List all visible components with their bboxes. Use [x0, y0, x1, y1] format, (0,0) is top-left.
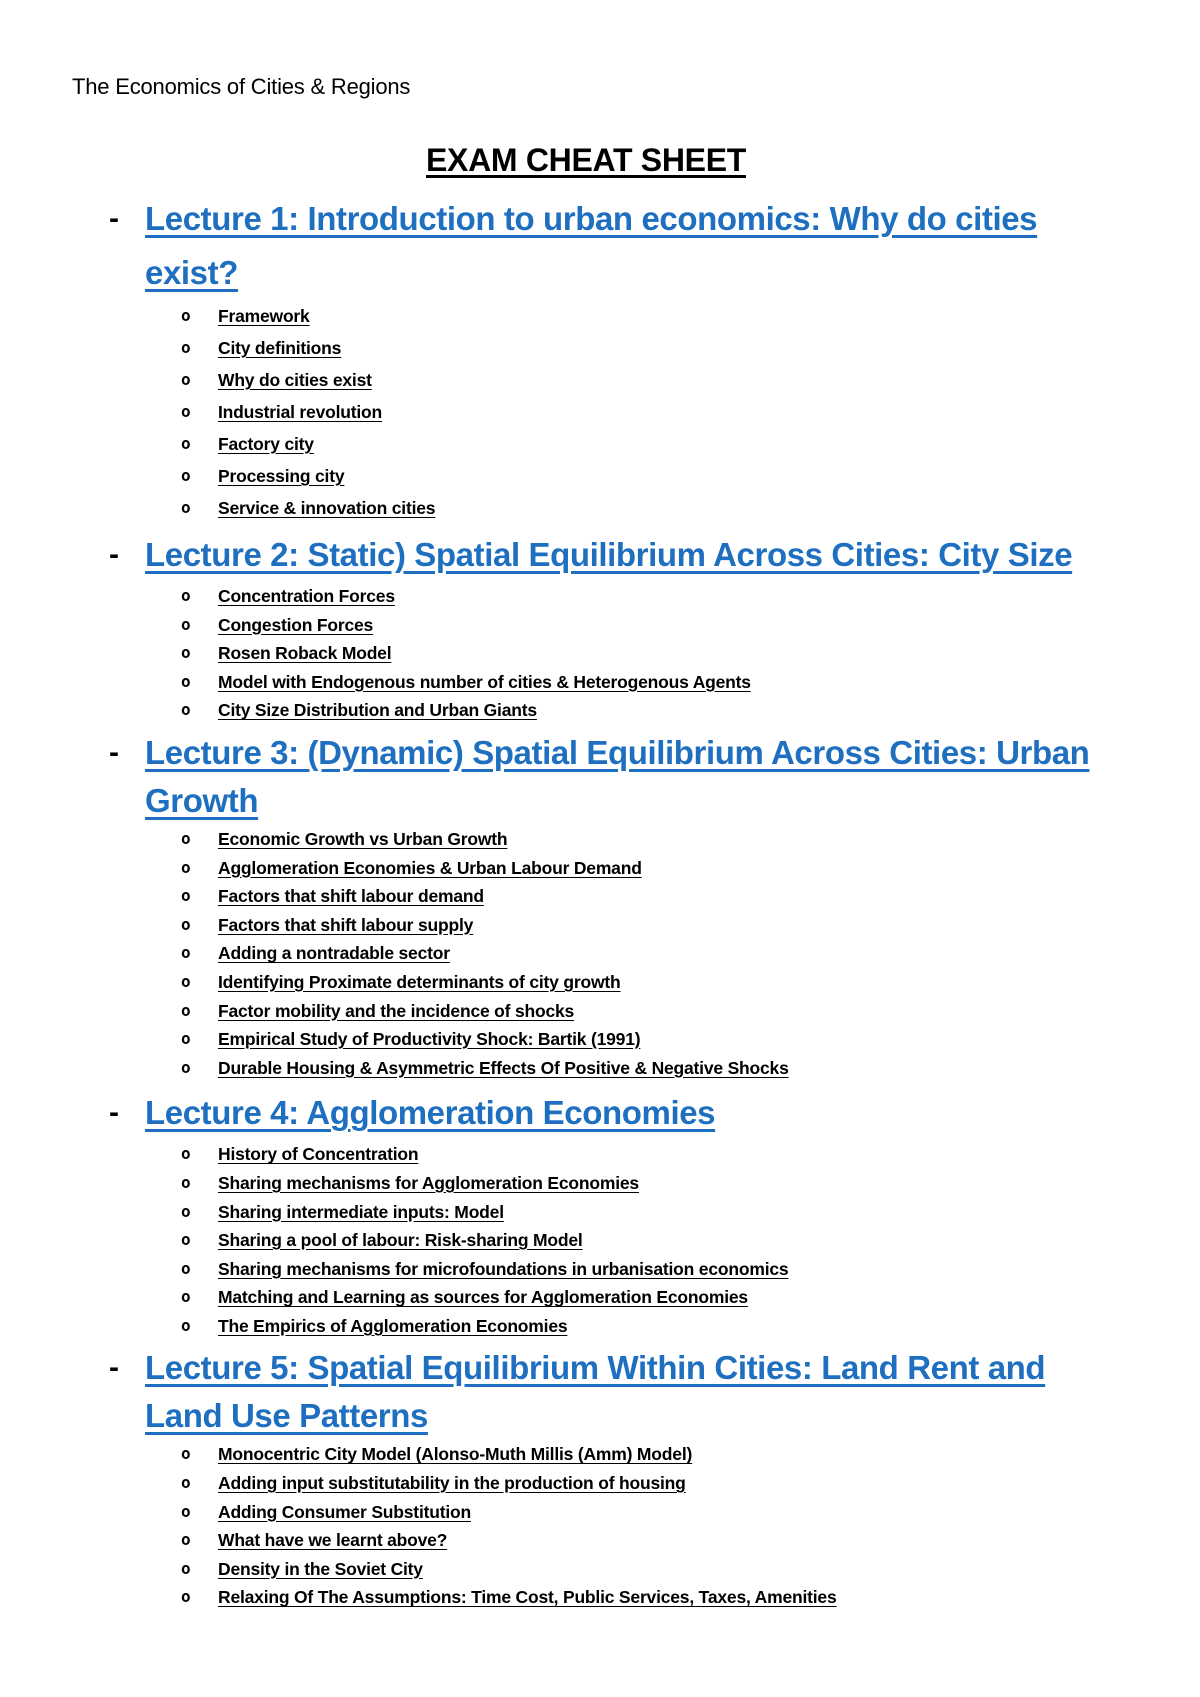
circle-bullet: o: [181, 434, 191, 453]
topic-link[interactable]: Density in the Soviet City: [218, 1558, 423, 1579]
circle-bullet: o: [181, 1315, 191, 1335]
topic-list: [145, 825, 1100, 1082]
topic-link[interactable]: Rosen Roback Model: [218, 643, 392, 664]
circle-bullet: o: [181, 1587, 191, 1607]
list-item: [145, 1025, 1100, 1054]
circle-bullet: o: [181, 943, 191, 963]
list-item: [145, 1526, 1100, 1555]
list-item: [145, 1255, 1100, 1284]
circle-bullet: o: [181, 1287, 191, 1307]
circle-bullet: o: [181, 614, 191, 634]
list-item: [145, 1283, 1100, 1312]
list-item: [145, 1140, 1100, 1169]
topic-list: [145, 582, 1100, 725]
list-item: [145, 854, 1100, 883]
circle-bullet: o: [181, 1201, 191, 1221]
topic-link[interactable]: Identifying Proximate determinants of city growth: [218, 971, 621, 992]
list-item: [145, 825, 1100, 854]
circle-bullet: o: [181, 643, 191, 663]
circle-bullet: o: [181, 306, 191, 325]
list-item: [145, 911, 1100, 940]
document-title: EXAM CHEAT SHEET: [426, 142, 746, 178]
topic-link[interactable]: Framework: [218, 306, 310, 326]
list-item: [145, 300, 1100, 332]
topic-link[interactable]: Relaxing Of The Assumptions: Time Cost, Public Services, Taxes, Amenities: [218, 1587, 837, 1608]
list-item: [145, 1469, 1100, 1498]
topic-link[interactable]: Matching and Learning as sources for Agglomeration Economies: [218, 1287, 748, 1308]
list-item: [145, 332, 1100, 364]
circle-bullet: o: [181, 671, 191, 691]
list-item: [145, 668, 1100, 697]
topic-link[interactable]: What have we learnt above?: [218, 1530, 448, 1551]
lecture-2-link[interactable]: Lecture 2: Static) Spatial Equilibrium Across Cities: City Size: [145, 536, 1073, 573]
list-item: [145, 1583, 1100, 1612]
circle-bullet: o: [181, 971, 191, 991]
topic-link[interactable]: Sharing mechanisms for Agglomeration Economies: [218, 1172, 639, 1193]
circle-bullet: o: [181, 828, 191, 848]
running-header: The Economics of Cities & Regions: [72, 74, 411, 99]
topic-link[interactable]: Sharing intermediate inputs: Model: [218, 1201, 504, 1222]
topic-link[interactable]: Adding Consumer Substitution: [218, 1501, 471, 1522]
lecture-4-link[interactable]: Lecture 4: Agglomeration Economies: [145, 1094, 716, 1132]
circle-bullet: o: [181, 886, 191, 906]
topic-list: [145, 300, 1100, 524]
circle-bullet: o: [181, 498, 191, 517]
topic-link[interactable]: Agglomeration Economies & Urban Labour Demand: [218, 857, 642, 878]
topic-link[interactable]: Sharing a pool of labour: Risk-sharing Model: [218, 1230, 583, 1251]
list-item: [145, 582, 1100, 611]
circle-bullet: o: [181, 1172, 191, 1192]
lecture-section-3: [72, 729, 1100, 1082]
topic-link[interactable]: Empirical Study of Productivity Shock: Bartik (1991): [218, 1029, 641, 1050]
circle-bullet: o: [181, 1258, 191, 1278]
topic-link[interactable]: Economic Growth vs Urban Growth: [218, 828, 508, 849]
list-item: [145, 1169, 1100, 1198]
topic-link[interactable]: Industrial revolution: [218, 402, 383, 422]
topic-link[interactable]: The Empirics of Agglomeration Economies: [218, 1315, 568, 1336]
dash-bullet: -: [109, 1351, 119, 1385]
list-item: [145, 428, 1100, 460]
topic-link[interactable]: Factors that shift labour demand: [218, 886, 484, 907]
circle-bullet: o: [181, 1144, 191, 1164]
circle-bullet: o: [181, 1230, 191, 1250]
topic-link[interactable]: Durable Housing & Asymmetric Effects Of Positive & Negative Shocks: [218, 1057, 789, 1078]
list-item: [145, 460, 1100, 492]
lecture-section-4: [72, 1086, 1100, 1340]
list-item: [145, 1312, 1100, 1341]
lecture-section-1: [72, 192, 1100, 524]
lecture-section-2: [72, 528, 1100, 725]
dash-bullet: -: [109, 538, 119, 571]
lecture-section-5: [72, 1344, 1100, 1612]
list-item: [145, 1226, 1100, 1255]
lecture-3-link[interactable]: Lecture 3: (Dynamic) Spatial Equilibrium Across Cities: Urban Growth: [145, 733, 1090, 819]
topic-link[interactable]: Processing city: [218, 466, 345, 486]
circle-bullet: o: [181, 1444, 191, 1464]
dash-bullet: -: [109, 735, 119, 769]
circle-bullet: o: [181, 466, 191, 485]
circle-bullet: o: [181, 1473, 191, 1493]
list-item: [145, 939, 1100, 968]
topic-link[interactable]: Adding a nontradable sector: [218, 943, 450, 964]
circle-bullet: o: [181, 1501, 191, 1521]
circle-bullet: o: [181, 586, 191, 605]
topic-link[interactable]: Factory city: [218, 434, 314, 454]
dash-bullet: -: [109, 1096, 119, 1130]
dash-bullet: -: [109, 202, 119, 235]
list-item: [145, 1440, 1100, 1469]
list-item: [145, 364, 1100, 396]
circle-bullet: o: [181, 1057, 191, 1077]
topic-link[interactable]: City definitions: [218, 338, 342, 358]
list-item: [145, 639, 1100, 668]
topic-list: [145, 1140, 1100, 1340]
list-item: [145, 1054, 1100, 1083]
circle-bullet: o: [181, 338, 191, 357]
list-item: [145, 968, 1100, 997]
topic-list: [145, 1440, 1100, 1612]
topic-link[interactable]: Monocentric City Model (Alonso-Muth Millis (Amm) Model): [218, 1444, 693, 1465]
list-item: [145, 1198, 1100, 1227]
topic-link[interactable]: History of Concentration: [218, 1144, 419, 1165]
list-item: [145, 1555, 1100, 1584]
topic-link[interactable]: Factor mobility and the incidence of shocks: [218, 1000, 575, 1021]
topic-link[interactable]: City Size Distribution and Urban Giants: [218, 700, 537, 721]
circle-bullet: o: [181, 1530, 191, 1550]
list-item: [145, 1498, 1100, 1527]
topic-link[interactable]: Why do cities exist: [218, 370, 372, 390]
circle-bullet: o: [181, 402, 191, 421]
list-item: [145, 997, 1100, 1026]
list-item: [145, 882, 1100, 911]
topic-link[interactable]: Adding input substitutability in the production of housing: [218, 1473, 686, 1494]
circle-bullet: o: [181, 857, 191, 877]
list-item: [145, 611, 1100, 640]
circle-bullet: o: [181, 914, 191, 934]
circle-bullet: o: [181, 1029, 191, 1049]
list-item: [145, 696, 1100, 725]
topic-link[interactable]: Model with Endogenous number of cities & Heterogenous Agents: [218, 671, 751, 692]
circle-bullet: o: [181, 1000, 191, 1020]
list-item: [145, 492, 1100, 524]
topic-link[interactable]: Concentration Forces: [218, 586, 395, 606]
lecture-5-link[interactable]: Lecture 5: Spatial Equilibrium Within Cities: Land Rent and Land Use Patterns: [145, 1349, 1046, 1435]
list-item: [145, 396, 1100, 428]
topic-link[interactable]: Service & innovation cities: [218, 498, 436, 518]
topic-link[interactable]: Sharing mechanisms for microfoundations in urbanisation economics: [218, 1258, 789, 1279]
circle-bullet: o: [181, 370, 191, 389]
lecture-1-link[interactable]: Lecture 1: Introduction to urban economics: Why do cities exist?: [145, 200, 1038, 291]
circle-bullet: o: [181, 1558, 191, 1578]
topic-link[interactable]: Congestion Forces: [218, 614, 374, 635]
lecture-list: [72, 192, 1100, 1612]
circle-bullet: o: [181, 700, 191, 720]
topic-link[interactable]: Factors that shift labour supply: [218, 914, 474, 935]
